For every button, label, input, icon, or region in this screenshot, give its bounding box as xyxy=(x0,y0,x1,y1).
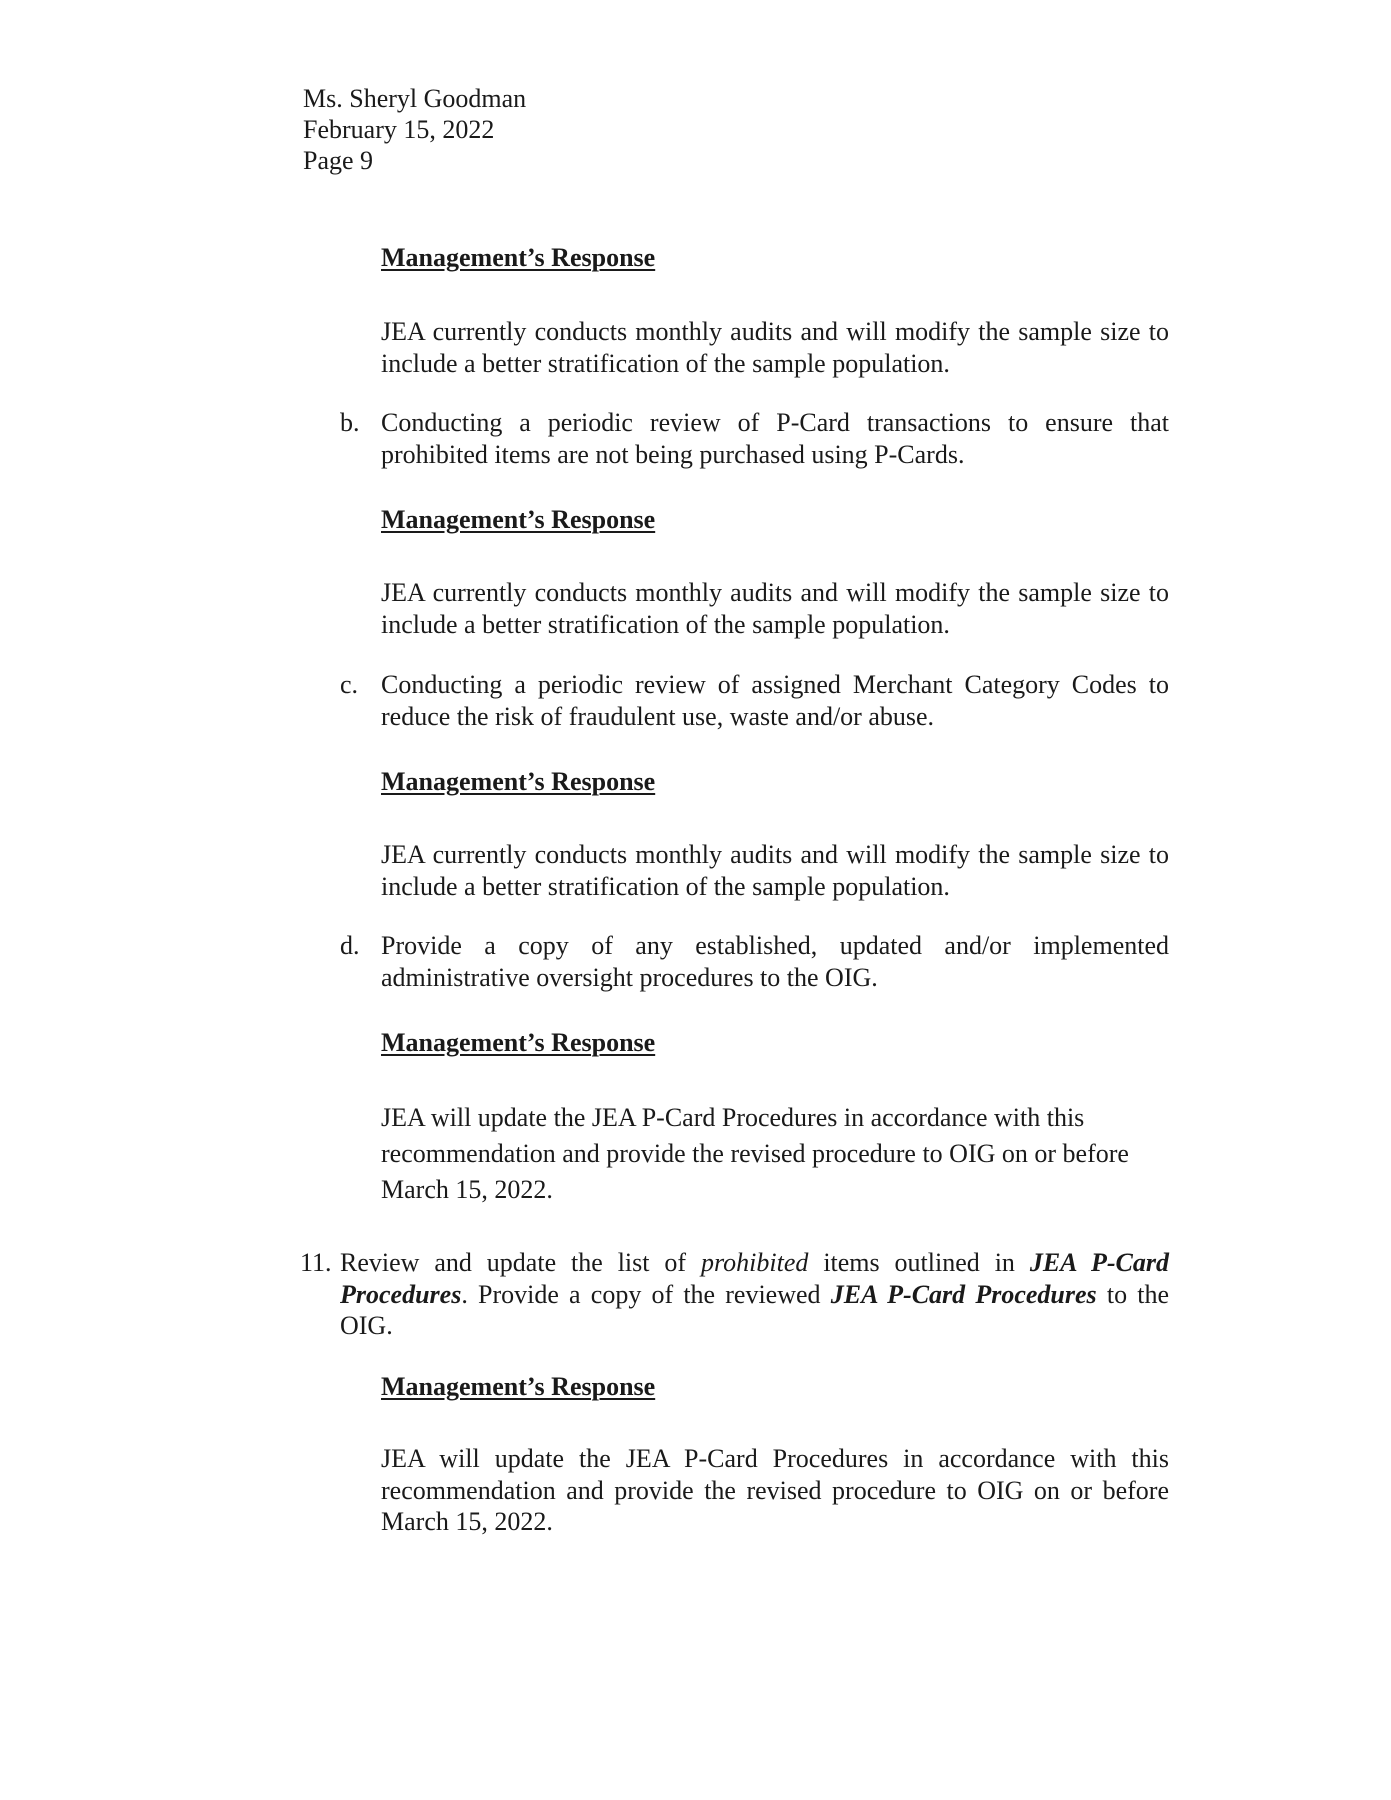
list-marker-d: d. xyxy=(340,931,360,960)
rec-11-emphasis: prohibited xyxy=(701,1248,809,1277)
page-number: Page 9 xyxy=(303,146,374,175)
response-heading: Management’s Response xyxy=(381,243,656,272)
recommendation-b: Conducting a periodic review of P-Card transactions to ensure that prohibited items are not being purchased using P-Cards. xyxy=(381,408,1169,469)
response-text: JEA currently conducts monthly audits and will modify the sample size to include a better stratification of the sample population. xyxy=(381,578,1169,639)
list-marker-c: c. xyxy=(340,670,359,699)
rec-11-text: . Provide a copy of the reviewed xyxy=(461,1279,821,1309)
rec-11-text: Review and update the list of xyxy=(340,1248,687,1277)
list-marker-b: b. xyxy=(340,408,360,437)
rec-11-text: to the OIG. xyxy=(340,1279,1170,1340)
recommendation-c: Conducting a periodic review of assigned Merchant Category Codes to reduce the risk of fraudulent use, waste and/or abuse. xyxy=(381,670,1169,731)
response-text: JEA will update the JEA P-Card Procedures in accordance with this recommendation and provide the revised procedure to OIG on or before March 15, 2022. xyxy=(381,1103,1129,1204)
rec-11-text: items outlined in xyxy=(823,1248,1015,1277)
rec-11-doc-title: JEA P-Card Procedures xyxy=(340,1248,1170,1309)
recipient-name: Ms. Sheryl Goodman xyxy=(303,84,527,113)
response-heading: Management’s Response xyxy=(381,505,656,534)
response-heading: Management’s Response xyxy=(381,767,656,796)
recommendation-d: Provide a copy of any established, updated and/or implemented administrative oversight procedures to the OIG. xyxy=(381,931,1169,992)
response-heading: Management’s Response xyxy=(381,1028,656,1057)
letter-header xyxy=(303,83,526,176)
letter-date: February 15, 2022 xyxy=(303,115,495,144)
response-text: JEA currently conducts monthly audits and will modify the sample size to include a better stratification of the sample population. xyxy=(381,317,1169,378)
response-text: JEA currently conducts monthly audits and will modify the sample size to include a better stratification of the sample population. xyxy=(381,840,1169,901)
rec-11-doc-title: JEA P-Card Procedures xyxy=(830,1279,1097,1309)
recommendation-11 xyxy=(340,1247,1169,1342)
list-marker-11: 11. xyxy=(300,1248,332,1277)
response-text: JEA will update the JEA P-Card Procedures in accordance with this recommendation and provide the revised procedure to OIG on or before March 15, 2022. xyxy=(381,1444,1169,1536)
response-heading: Management’s Response xyxy=(381,1372,656,1401)
